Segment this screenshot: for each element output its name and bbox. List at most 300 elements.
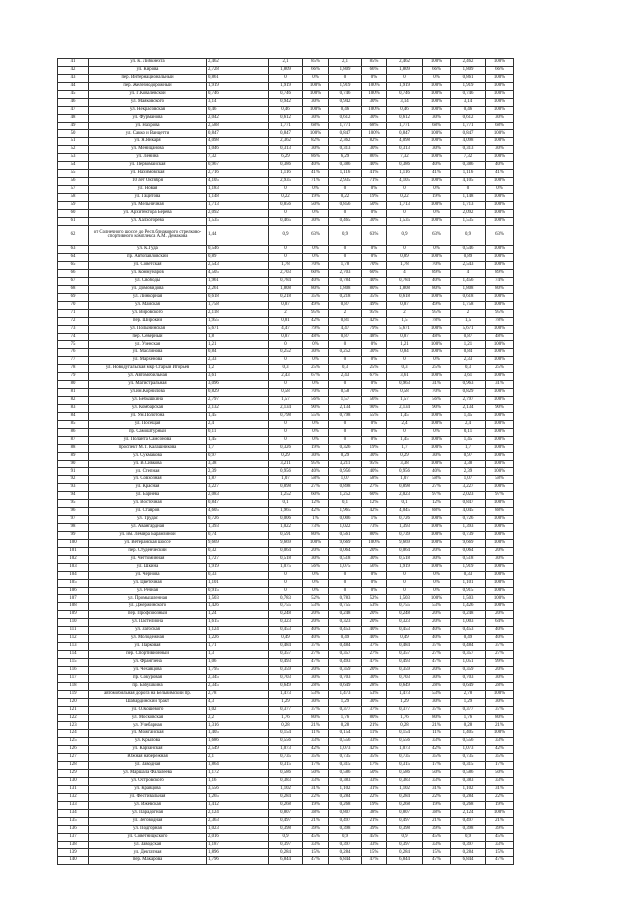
street-name-cell: ул. Молодёжная [89, 635, 207, 643]
percent-4-cell: 100% [486, 98, 514, 106]
table-row [58, 500, 580, 508]
table-row [58, 460, 580, 468]
value-2-cell: 0 [329, 341, 362, 349]
percent-3-cell: 22% [423, 793, 451, 801]
street-name-cell: ул. К. Либкнехта [89, 59, 207, 67]
value-3-cell: 3,61 [387, 373, 423, 381]
value-3-cell: 0,357 [387, 651, 423, 659]
value-2-cell: 0,313 [329, 146, 362, 154]
length-total-cell: 0,847 [207, 130, 269, 138]
percent-4-cell: 64% [486, 619, 514, 627]
value-2-cell: 1,808 [329, 285, 362, 293]
length-total-cell: 1,7 [207, 444, 269, 452]
percent-1-cell: 0% [303, 209, 329, 217]
value-3-cell: 0,518 [387, 555, 423, 563]
value-3-cell: 1,919 [387, 82, 423, 90]
percent-4-cell: 33% [486, 778, 514, 786]
value-1-cell: 0,9 [269, 833, 303, 841]
percent-1-cell: 42% [303, 746, 329, 754]
length-total-cell: 1,955 [207, 317, 269, 325]
percent-3-cell: 33% [423, 841, 451, 849]
street-name-cell: ул. Маршала Фалалеева [89, 770, 207, 778]
value-2-cell: 1,07 [329, 476, 362, 484]
row-number-cell: 68 [58, 285, 89, 293]
street-name-cell: ул. Чегтоминная [89, 555, 207, 563]
value-3-cell: 1,21 [387, 341, 423, 349]
value-3-cell: 0 [387, 587, 423, 595]
value-2-cell: 3,211 [329, 460, 362, 468]
percent-4-cell: 63% [486, 225, 514, 246]
percent-2-cell: 100% [362, 90, 387, 98]
value-4-cell: 0,359 [451, 666, 486, 674]
value-4-cell: 0,739 [451, 531, 486, 539]
row-number-cell: 44 [58, 82, 89, 90]
value-3-cell: 0 [387, 428, 423, 436]
value-4-cell: 0,84 [451, 349, 486, 357]
row-number-cell: 41 [58, 59, 89, 67]
value-2-cell: 0,942 [329, 98, 362, 106]
empty-cell [514, 619, 580, 627]
percent-1-cell: 60% [303, 270, 329, 278]
percent-2-cell: 50% [362, 201, 387, 209]
table-row [58, 309, 580, 317]
value-3-cell: 2,462 [387, 59, 423, 67]
street-name-cell: от Солнечного шоссе до Респ.блнакового стрелково-спортивного комплекса А.М. Демакова [89, 225, 207, 246]
percent-2-cell: 39% [362, 825, 387, 833]
row-number-cell: 124 [58, 730, 89, 738]
street-name-cell: ул. Фурманова [89, 114, 207, 122]
percent-3-cell: 70% [423, 262, 451, 270]
percent-4-cell: 80% [486, 714, 514, 722]
value-2-cell: 1,022 [329, 524, 362, 532]
street-name-cell: ул. Архитектора Берева [89, 209, 207, 217]
length-total-cell: 2,728 [207, 66, 269, 74]
table-row [58, 452, 580, 460]
length-total-cell: 1,265 [207, 793, 269, 801]
value-3-cell: 0,735 [387, 754, 423, 762]
percent-3-cell: 49% [423, 301, 451, 309]
value-4-cell: 0,546 [451, 246, 486, 254]
street-name-cell: пер. Широкий [89, 317, 207, 325]
table-row [58, 857, 580, 865]
length-total-cell: 1,87 [207, 476, 269, 484]
value-3-cell: 1,808 [387, 285, 423, 293]
empty-cell [514, 277, 580, 285]
value-3-cell: 0,3 [387, 365, 423, 373]
percent-1-cell: 50% [303, 770, 329, 778]
street-name-cell: ул. Посещая [89, 420, 207, 428]
percent-3-cell: 30% [423, 698, 451, 706]
percent-4-cell: 19% [486, 801, 514, 809]
empty-cell [514, 225, 580, 246]
value-2-cell: 0,268 [329, 801, 362, 809]
percent-4-cell: 100% [486, 436, 514, 444]
value-1-cell: 2 [269, 309, 303, 317]
percent-1-cell: 0% [303, 579, 329, 587]
value-4-cell: 0,963 [451, 381, 486, 389]
street-name-cell: ул. Авангардная [89, 524, 207, 532]
value-1-cell: 0,326 [269, 444, 303, 452]
percent-3-cell: 100% [423, 138, 451, 146]
percent-1-cell: 33% [303, 738, 329, 746]
value-1-cell: 1,76 [269, 714, 303, 722]
value-3-cell: 0,87 [387, 333, 423, 341]
value-4-cell: 1,051 [451, 658, 486, 666]
length-total-cell: 0,847 [207, 500, 269, 508]
value-4-cell: 4,098 [451, 138, 486, 146]
percent-4-cell: 40% [486, 162, 514, 170]
empty-cell [514, 468, 580, 476]
street-name-cell: ул. Шкина [89, 563, 207, 571]
empty-cell [514, 682, 580, 690]
row-number-cell: 133 [58, 801, 89, 809]
percent-3-cell: 12% [423, 500, 451, 508]
length-total-cell: 3,61 [207, 373, 269, 381]
percent-4-cell: 100% [486, 349, 514, 357]
value-1-cell: 2,703 [269, 270, 303, 278]
percent-4-cell: 100% [486, 579, 514, 587]
percent-1-cell: 30% [303, 698, 329, 706]
value-4-cell: 0,726 [451, 516, 486, 524]
percent-3-cell: 100% [423, 436, 451, 444]
percent-2-cell: 0% [362, 254, 387, 262]
length-total-cell: 2,083 [207, 492, 269, 500]
row-number-cell: 135 [58, 817, 89, 825]
percent-1-cell: 95% [303, 309, 329, 317]
empty-cell [514, 674, 580, 682]
percent-1-cell: 0% [303, 341, 329, 349]
percent-2-cell: 63% [362, 225, 387, 246]
value-4-cell: 0,847 [451, 130, 486, 138]
percent-2-cell: 73% [362, 524, 387, 532]
row-number-cell: 69 [58, 293, 89, 301]
street-name-cell: ул. Полынинская [89, 325, 207, 333]
value-4-cell: 1,45 [451, 412, 486, 420]
value-3-cell: 7,32 [387, 154, 423, 162]
percent-4-cell: 90% [486, 404, 514, 412]
percent-3-cell: 90% [423, 404, 451, 412]
value-4-cell: 0,383 [451, 778, 486, 786]
value-3-cell: 0,755 [387, 603, 423, 611]
length-total-cell: 1,758 [207, 301, 269, 309]
table-row [58, 122, 580, 130]
percent-1-cell: 0% [303, 428, 329, 436]
value-2-cell: 0,956 [329, 468, 362, 476]
street-name-cell: ул. Маслинова [89, 349, 207, 357]
percent-4-cell: 22% [486, 793, 514, 801]
percent-2-cell: 67% [362, 373, 387, 381]
value-2-cell: 1,116 [329, 170, 362, 178]
empty-cell [514, 106, 580, 114]
percent-2-cell: 53% [362, 690, 387, 698]
value-3-cell: 0,9 [387, 833, 423, 841]
length-total-cell: 2,118 [207, 309, 269, 317]
percent-2-cell: 85% [362, 59, 387, 67]
percent-4-cell: 39% [486, 825, 514, 833]
percent-2-cell: 100% [362, 539, 387, 547]
table-row [58, 270, 580, 278]
table-row [58, 59, 580, 67]
percent-4-cell: 100% [486, 254, 514, 262]
percent-2-cell: 0% [362, 579, 387, 587]
empty-cell [514, 217, 580, 225]
street-name-cell: ул. Московская [89, 714, 207, 722]
empty-cell [514, 59, 580, 67]
street-name-cell: ул. О.Кошевого [89, 706, 207, 714]
street-name-cell: пер. Северный [89, 333, 207, 341]
percent-4-cell: 100% [486, 809, 514, 817]
table-row [58, 516, 580, 524]
value-4-cell: 1,148 [451, 193, 486, 201]
street-name-cell: пер. Студенческий [89, 547, 207, 555]
length-total-cell: 1,796 [207, 857, 269, 865]
empty-cell [514, 785, 580, 793]
percent-4-cell: 20% [486, 611, 514, 619]
percent-4-cell: 100% [486, 201, 514, 209]
street-name-cell: ул. Речная [89, 587, 207, 595]
percent-2-cell: 0% [362, 209, 387, 217]
street-name-cell: ул. Поланта Самсонова [89, 436, 207, 444]
value-3-cell: 1,45 [387, 412, 423, 420]
value-2-cell: 0,22 [329, 193, 362, 201]
value-1-cell: 1,07 [269, 476, 303, 484]
value-1-cell: 0,398 [269, 825, 303, 833]
value-1-cell: 0,29 [269, 452, 303, 460]
length-total-cell: 1,101 [207, 579, 269, 587]
value-1-cell: 0,746 [269, 90, 303, 98]
value-1-cell: 1,78 [269, 262, 303, 270]
percent-3-cell: 95% [423, 309, 451, 317]
street-name-cell: пер. Спортивионный [89, 651, 207, 659]
value-3-cell: 0,377 [387, 706, 423, 714]
value-4-cell: 0,915 [451, 587, 486, 595]
value-2-cell: 0,484 [329, 643, 362, 651]
value-4-cell: 0,357 [451, 651, 486, 659]
row-number-cell: 112 [58, 635, 89, 643]
table-row [58, 555, 580, 563]
percent-1-cell: 20% [303, 619, 329, 627]
percent-1-cell: 85% [303, 59, 329, 67]
percent-3-cell: 28% [423, 682, 451, 690]
value-1-cell: 0,3 [269, 365, 303, 373]
value-4-cell: 0 [451, 186, 486, 194]
percent-2-cell: 55% [362, 412, 387, 420]
percent-2-cell: 70% [362, 262, 387, 270]
road-data-table [57, 58, 580, 865]
value-4-cell: 0,9 [451, 225, 486, 246]
length-total-cell: 7,32 [207, 154, 269, 162]
street-name-cell: ул. Цветочная [89, 579, 207, 587]
percent-1-cell: 20% [303, 547, 329, 555]
value-3-cell: 1,29 [387, 698, 423, 706]
street-name-cell: ул. Сукмакова [89, 452, 207, 460]
percent-3-cell: 27% [423, 484, 451, 492]
value-4-cell: 4,045 [451, 508, 486, 516]
value-4-cell: 0,315 [451, 762, 486, 770]
percent-3-cell: 53% [423, 690, 451, 698]
table-row [58, 412, 580, 420]
value-1-cell: 0 [269, 341, 303, 349]
percent-1-cell: 60% [303, 492, 329, 500]
percent-4-cell: 100% [486, 373, 514, 381]
percent-2-cell: 82% [362, 138, 387, 146]
value-2-cell: 0,398 [329, 825, 362, 833]
table-row [58, 476, 580, 484]
value-4-cell: 0,3 [451, 365, 486, 373]
empty-cell [514, 833, 580, 841]
value-1-cell: 0,798 [269, 412, 303, 420]
value-4-cell: 9,669 [451, 539, 486, 547]
row-number-cell: 52 [58, 146, 89, 154]
value-3-cell: 0 [387, 579, 423, 587]
street-name-cell: ул. Парадогная [89, 809, 207, 817]
value-4-cell: 2,134 [451, 404, 486, 412]
value-3-cell: 1,5 [387, 317, 423, 325]
percent-3-cell: 100% [423, 420, 451, 428]
empty-cell [514, 722, 580, 730]
value-3-cell: 0 [387, 209, 423, 217]
value-1-cell: 0,383 [269, 778, 303, 786]
street-name-cell: ул. Загоская [89, 627, 207, 635]
value-4-cell: 0,497 [451, 817, 486, 825]
value-1-cell: 9,669 [269, 539, 303, 547]
length-total-cell: 0,726 [207, 516, 269, 524]
street-name-cell: ул. Советская [89, 262, 207, 270]
value-2-cell: 0,58 [329, 389, 362, 397]
value-2-cell: 1,29 [329, 698, 362, 706]
value-2-cell: 0,87 [329, 333, 362, 341]
street-name-cell: ул. Крылова [89, 738, 207, 746]
row-number-cell: 70 [58, 301, 89, 309]
percent-1-cell: 56% [303, 563, 329, 571]
value-4-cell: 1,919 [451, 563, 486, 571]
percent-4-cell: 100% [486, 539, 514, 547]
percent-1-cell: 0% [303, 357, 329, 365]
percent-3-cell: 21% [423, 722, 451, 730]
percent-3-cell: 45% [423, 833, 451, 841]
percent-2-cell: 28% [362, 682, 387, 690]
empty-cell [514, 762, 580, 770]
percent-3-cell: 100% [423, 154, 451, 162]
row-number-cell: 128 [58, 762, 89, 770]
table-row [58, 778, 580, 786]
value-2-cell: 0,649 [329, 682, 362, 690]
table-row [58, 82, 580, 90]
percent-2-cell: 33% [362, 841, 387, 849]
percent-4-cell: 100% [486, 262, 514, 270]
percent-2-cell: 33% [362, 778, 387, 786]
length-total-cell: 0,84 [207, 349, 269, 357]
value-4-cell: 1,713 [451, 201, 486, 209]
value-3-cell: 4,045 [387, 508, 423, 516]
row-number-cell: 106 [58, 587, 89, 595]
table-row [58, 277, 580, 285]
value-4-cell: 0,284 [451, 849, 486, 857]
percent-2-cell: 60% [362, 492, 387, 500]
percent-2-cell: 15% [362, 849, 387, 857]
percent-3-cell: 33% [423, 738, 451, 746]
percent-2-cell: 40% [362, 627, 387, 635]
value-4-cell: 6,844 [451, 857, 486, 865]
percent-1-cell: 0% [303, 74, 329, 82]
value-4-cell: 1,456 [451, 277, 486, 285]
street-name-cell: ул. Мархенова [89, 357, 207, 365]
value-1-cell: 0,735 [269, 754, 303, 762]
empty-cell [514, 357, 580, 365]
percent-3-cell: 100% [423, 539, 451, 547]
percent-3-cell: 42% [423, 746, 451, 754]
value-1-cell: 0,313 [269, 146, 303, 154]
percent-3-cell: 100% [423, 130, 451, 138]
value-2-cell: 0,284 [329, 849, 362, 857]
percent-4-cell: 78% [486, 317, 514, 325]
percent-4-cell: 100% [486, 389, 514, 397]
value-2-cell: 0,218 [329, 293, 362, 301]
value-3-cell: 0,386 [387, 162, 423, 170]
percent-4-cell: 100% [486, 246, 514, 254]
value-2-cell: 0,9 [329, 225, 362, 246]
percent-1-cell: 52% [303, 595, 329, 603]
street-name-cell: ул. Кирова [89, 66, 207, 74]
empty-cell [514, 809, 580, 817]
empty-cell [514, 825, 580, 833]
street-name-cell: ул. им. Лемира Барамзиной [89, 531, 207, 539]
percent-3-cell: 0% [423, 209, 451, 217]
value-2-cell: 0,755 [329, 603, 362, 611]
value-3-cell: 1,473 [387, 690, 423, 698]
length-total-cell: 2,78 [207, 690, 269, 698]
value-3-cell: 0,726 [387, 516, 423, 524]
value-2-cell: 1,075 [329, 563, 362, 571]
value-1-cell: 0,518 [269, 555, 303, 563]
row-number-cell: 53 [58, 154, 89, 162]
value-4-cell: 1,535 [451, 217, 486, 225]
value-1-cell: 0,81 [269, 317, 303, 325]
value-4-cell: 0,484 [451, 643, 486, 651]
value-3-cell: 0,89 [387, 254, 423, 262]
row-number-cell: 136 [58, 825, 89, 833]
percent-3-cell: 19% [423, 801, 451, 809]
street-name-cell: ул.им.Корнилова [89, 389, 207, 397]
percent-1-cell: 0% [303, 254, 329, 262]
percent-3-cell: 100% [423, 444, 451, 452]
percent-1-cell: 70% [303, 389, 329, 397]
street-name-cell: пер. Интернациональный [89, 74, 207, 82]
percent-2-cell: 37% [362, 706, 387, 714]
percent-2-cell: 52% [362, 595, 387, 603]
value-3-cell: 0,398 [387, 825, 423, 833]
length-total-cell: 4,505 [207, 270, 269, 278]
value-2-cell: 0 [329, 428, 362, 436]
percent-4-cell: 100% [486, 460, 514, 468]
value-3-cell: 6,844 [387, 857, 423, 865]
length-total-cell: 3,38 [207, 460, 269, 468]
value-3-cell: 0,612 [387, 114, 423, 122]
percent-3-cell: 100% [423, 254, 451, 262]
value-1-cell: 0,847 [269, 130, 303, 138]
row-number-cell: 67 [58, 277, 89, 285]
value-2-cell: 0,465 [329, 217, 362, 225]
percent-1-cell: 30% [303, 349, 329, 357]
value-4-cell: 0,9 [451, 833, 486, 841]
value-2-cell: 0 [329, 357, 362, 365]
value-1-cell: 0,465 [269, 217, 303, 225]
value-1-cell: 0,453 [269, 627, 303, 635]
percent-4-cell: 100% [486, 341, 514, 349]
length-total-cell: 2,124 [207, 809, 269, 817]
value-1-cell: 0 [269, 246, 303, 254]
table-row [58, 365, 580, 373]
